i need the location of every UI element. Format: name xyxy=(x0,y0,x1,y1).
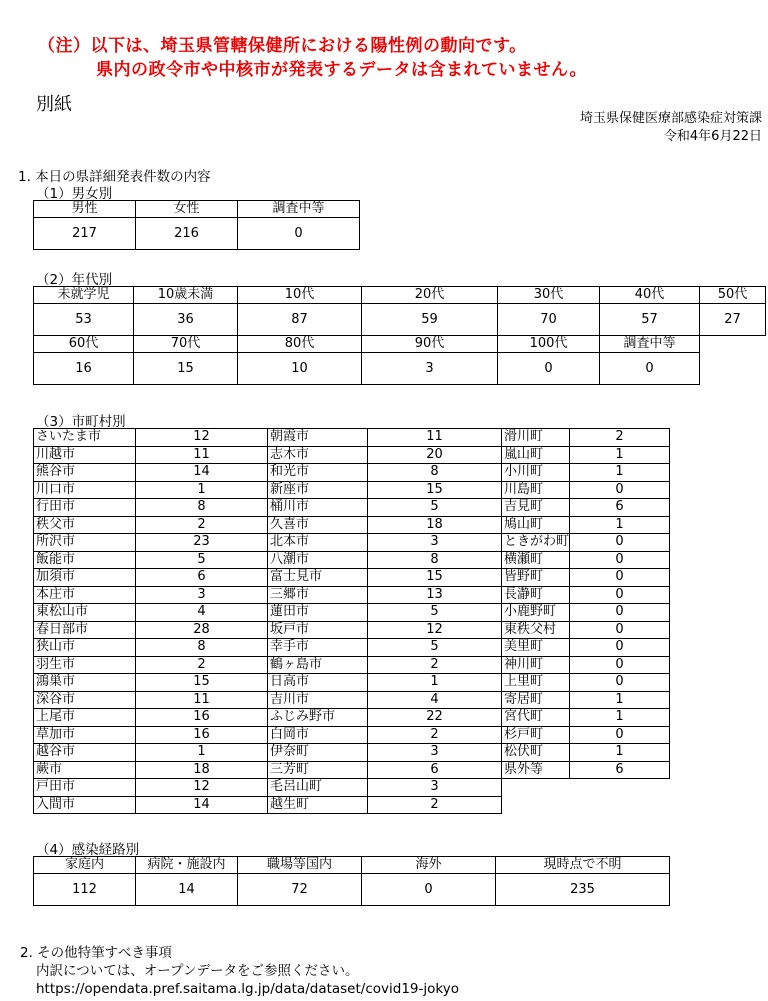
municipality-name: 神川町 xyxy=(502,656,570,674)
age-header: 20代 xyxy=(362,287,498,304)
municipality-count: 1 xyxy=(570,464,670,482)
municipality-name: 幸手市 xyxy=(268,639,368,657)
section1-title: 1. 本日の県詳細発表件数の内容 xyxy=(18,169,211,185)
municipality-row xyxy=(34,796,670,814)
municipality-row xyxy=(34,464,670,482)
municipality-count: 15 xyxy=(136,674,268,692)
municipality-count: 12 xyxy=(136,779,268,797)
age-header: 10代 xyxy=(238,287,362,304)
municipality-name: 東秩父村 xyxy=(502,621,570,639)
route-header: 職場等国内 xyxy=(238,857,362,874)
municipality-count: 16 xyxy=(136,726,268,744)
age-value: 16 xyxy=(34,353,134,385)
municipality-count: 28 xyxy=(136,621,268,639)
issue-date: 令和4年6月22日 xyxy=(663,129,762,144)
municipality-name: 滑川町 xyxy=(502,429,570,447)
notice xyxy=(38,34,587,82)
municipality-count: 18 xyxy=(136,761,268,779)
municipality-name: 蓮田市 xyxy=(268,604,368,622)
municipality-count: 0 xyxy=(570,674,670,692)
municipality-count: 1 xyxy=(570,446,670,464)
municipality-name: ときがわ町 xyxy=(502,534,570,552)
municipality-name: 美里町 xyxy=(502,639,570,657)
municipality-name: 志木市 xyxy=(268,446,368,464)
municipality-name: 行田市 xyxy=(34,499,136,517)
municipality-count: 0 xyxy=(570,639,670,657)
notice-line-1: （注）以下は、埼玉県管轄保健所における陽性例の動向です。 xyxy=(38,36,527,56)
municipality-row xyxy=(34,744,670,762)
municipality-name: 横瀬町 xyxy=(502,551,570,569)
municipality-count: 2 xyxy=(368,726,502,744)
municipality-row xyxy=(34,621,670,639)
municipality-count: 5 xyxy=(368,499,502,517)
gender-value: 217 xyxy=(34,218,136,250)
municipality-name: 入間市 xyxy=(34,796,136,814)
municipality-row xyxy=(34,429,670,447)
municipality-name: 県外等 xyxy=(502,761,570,779)
route-header: 家庭内 xyxy=(34,857,136,874)
municipality-name: 八潮市 xyxy=(268,551,368,569)
municipality-count: 5 xyxy=(136,551,268,569)
municipality-name: 狭山市 xyxy=(34,639,136,657)
municipality-name: 鳩山町 xyxy=(502,516,570,534)
municipality-name: 戸田市 xyxy=(34,779,136,797)
municipality-count: 8 xyxy=(136,499,268,517)
municipality-name: 春日部市 xyxy=(34,621,136,639)
municipality-row xyxy=(34,639,670,657)
municipality-count: 5 xyxy=(368,604,502,622)
municipality-name: 所沢市 xyxy=(34,534,136,552)
age-value: 36 xyxy=(134,304,238,336)
municipality-name: 三郷市 xyxy=(268,586,368,604)
age-value: 15 xyxy=(134,353,238,385)
municipality-name: 川島町 xyxy=(502,481,570,499)
age-table xyxy=(33,286,766,385)
age-value: 3 xyxy=(362,353,498,385)
municipality-row xyxy=(34,726,670,744)
route-header: 現時点で不明 xyxy=(496,857,670,874)
gender-header: 調査中等 xyxy=(238,201,360,218)
municipality-row xyxy=(34,551,670,569)
gender-value: 216 xyxy=(136,218,238,250)
municipality-count: 3 xyxy=(368,779,502,797)
municipality-name: 草加市 xyxy=(34,726,136,744)
municipality-count: 6 xyxy=(136,569,268,587)
age-value: 27 xyxy=(700,304,766,336)
municipality-name: 朝霞市 xyxy=(268,429,368,447)
age-header: 100代 xyxy=(498,336,600,353)
municipality-count: 2 xyxy=(136,516,268,534)
municipality-name: 上尾市 xyxy=(34,709,136,727)
municipality-count: 18 xyxy=(368,516,502,534)
municipality-name: 本庄市 xyxy=(34,586,136,604)
age-value: 59 xyxy=(362,304,498,336)
municipality-name: 毛呂山町 xyxy=(268,779,368,797)
municipality-count: 2 xyxy=(570,429,670,447)
municipality-row xyxy=(34,481,670,499)
municipality-row xyxy=(34,709,670,727)
municipality-count: 11 xyxy=(368,429,502,447)
municipality-rows xyxy=(34,429,670,814)
municipality-row xyxy=(34,446,670,464)
municipality-name: 久喜市 xyxy=(268,516,368,534)
notice-line-2: 県内の政令市や中核市が発表するデータは含まれていません。 xyxy=(96,60,588,80)
age-header: 40代 xyxy=(600,287,700,304)
municipality-count: 2 xyxy=(136,656,268,674)
gender-header: 男性 xyxy=(34,201,136,218)
municipality-row xyxy=(34,499,670,517)
municipality-name: 杉戸町 xyxy=(502,726,570,744)
municipality-count: 1 xyxy=(570,744,670,762)
route-title: （4）感染経路別 xyxy=(36,842,140,858)
blank-cell xyxy=(570,779,670,797)
municipality-name: 川口市 xyxy=(34,481,136,499)
gender-title: （1）男女別 xyxy=(36,186,113,202)
age-value: 70 xyxy=(498,304,600,336)
municipality-count: 1 xyxy=(136,744,268,762)
municipality-name: 松伏町 xyxy=(502,744,570,762)
municipality-count: 12 xyxy=(368,621,502,639)
age-header: 未就学児 xyxy=(34,287,134,304)
municipality-count: 6 xyxy=(570,499,670,517)
municipality-name: 三芳町 xyxy=(268,761,368,779)
municipality-count: 0 xyxy=(570,604,670,622)
route-value: 72 xyxy=(238,874,362,906)
municipality-name: 坂戸市 xyxy=(268,621,368,639)
municipality-name: 秩父市 xyxy=(34,516,136,534)
municipality-count: 1 xyxy=(570,516,670,534)
municipality-count: 8 xyxy=(368,464,502,482)
municipality-row xyxy=(34,516,670,534)
municipality-row xyxy=(34,761,670,779)
municipality-count: 0 xyxy=(570,621,670,639)
municipality-count: 5 xyxy=(368,639,502,657)
municipality-name: 蕨市 xyxy=(34,761,136,779)
issuer-department: 埼玉県保健医療部感染症対策課 xyxy=(579,111,762,126)
municipality-count: 23 xyxy=(136,534,268,552)
route-header: 病院・施設内 xyxy=(136,857,238,874)
municipality-count: 11 xyxy=(136,446,268,464)
municipality-row xyxy=(34,691,670,709)
municipality-name: 宮代町 xyxy=(502,709,570,727)
municipality-count: 8 xyxy=(368,551,502,569)
age-value: 53 xyxy=(34,304,134,336)
age-header: 調査中等 xyxy=(600,336,700,353)
municipality-count: 0 xyxy=(570,534,670,552)
age-title: （2）年代別 xyxy=(36,272,113,288)
municipality-count: 1 xyxy=(368,674,502,692)
municipality-name: 新座市 xyxy=(268,481,368,499)
municipality-count: 14 xyxy=(136,796,268,814)
municipality-row xyxy=(34,656,670,674)
municipality-row xyxy=(34,569,670,587)
municipality-name: さいたま市 xyxy=(34,429,136,447)
blank-cell xyxy=(502,779,570,797)
municipality-row xyxy=(34,534,670,552)
municipality-count: 8 xyxy=(136,639,268,657)
municipality-count: 22 xyxy=(368,709,502,727)
blank-cell xyxy=(700,353,766,385)
age-value: 0 xyxy=(600,353,700,385)
route-header: 海外 xyxy=(362,857,496,874)
municipality-name: ふじみ野市 xyxy=(268,709,368,727)
municipality-name: 越谷市 xyxy=(34,744,136,762)
municipality-count: 0 xyxy=(570,481,670,499)
municipality-count: 0 xyxy=(570,586,670,604)
municipality-title: （3）市町村別 xyxy=(36,414,126,430)
gender-value: 0 xyxy=(238,218,360,250)
age-header: 90代 xyxy=(362,336,498,353)
municipality-count: 12 xyxy=(136,429,268,447)
municipality-count: 1 xyxy=(570,709,670,727)
municipality-count: 0 xyxy=(570,551,670,569)
municipality-name: 伊奈町 xyxy=(268,744,368,762)
blank-cell xyxy=(700,336,766,353)
municipality-name: 熊谷市 xyxy=(34,464,136,482)
municipality-count: 15 xyxy=(368,569,502,587)
municipality-count: 13 xyxy=(368,586,502,604)
municipality-name: 吉見町 xyxy=(502,499,570,517)
municipality-count: 0 xyxy=(570,726,670,744)
age-header: 60代 xyxy=(34,336,134,353)
gender-table xyxy=(33,200,360,250)
municipality-count: 2 xyxy=(368,656,502,674)
route-value: 0 xyxy=(362,874,496,906)
municipality-count: 0 xyxy=(570,656,670,674)
municipality-name: 和光市 xyxy=(268,464,368,482)
municipality-row xyxy=(34,586,670,604)
other-notes xyxy=(20,944,459,998)
blank-cell xyxy=(570,796,670,814)
municipality-count: 11 xyxy=(136,691,268,709)
municipality-name: 小鹿野町 xyxy=(502,604,570,622)
municipality-count: 16 xyxy=(136,709,268,727)
municipality-name: 加須市 xyxy=(34,569,136,587)
section2-title: 2. その他特筆すべき事項 xyxy=(20,945,172,961)
age-value: 57 xyxy=(600,304,700,336)
municipality-name: 川越市 xyxy=(34,446,136,464)
municipality-name: 越生町 xyxy=(268,796,368,814)
municipality-count: 3 xyxy=(368,534,502,552)
municipality-name: 白岡市 xyxy=(268,726,368,744)
municipality-table xyxy=(33,428,670,814)
municipality-count: 6 xyxy=(368,761,502,779)
municipality-count: 4 xyxy=(368,691,502,709)
issuer xyxy=(580,110,762,146)
age-value: 10 xyxy=(238,353,362,385)
municipality-name: 吉川市 xyxy=(268,691,368,709)
age-header: 10歳未満 xyxy=(134,287,238,304)
age-header: 80代 xyxy=(238,336,362,353)
municipality-name: 日高市 xyxy=(268,674,368,692)
gender-header: 女性 xyxy=(136,201,238,218)
route-table xyxy=(33,856,670,906)
municipality-name: 鶴ヶ島市 xyxy=(268,656,368,674)
municipality-row xyxy=(34,604,670,622)
opendata-link[interactable]: https://opendata.pref.saitama.lg.jp/data/dataset/covid19-jokyo xyxy=(36,981,459,997)
municipality-name: 羽生市 xyxy=(34,656,136,674)
route-value: 112 xyxy=(34,874,136,906)
municipality-count: 14 xyxy=(136,464,268,482)
municipality-count: 4 xyxy=(136,604,268,622)
blank-cell xyxy=(502,796,570,814)
municipality-name: 嵐山町 xyxy=(502,446,570,464)
municipality-name: 長瀞町 xyxy=(502,586,570,604)
age-header: 70代 xyxy=(134,336,238,353)
municipality-name: 皆野町 xyxy=(502,569,570,587)
municipality-row xyxy=(34,779,670,797)
municipality-name: 富士見市 xyxy=(268,569,368,587)
route-value: 235 xyxy=(496,874,670,906)
municipality-count: 3 xyxy=(368,744,502,762)
municipality-name: 鴻巣市 xyxy=(34,674,136,692)
age-value: 0 xyxy=(498,353,600,385)
municipality-count: 1 xyxy=(570,691,670,709)
municipality-count: 15 xyxy=(368,481,502,499)
age-header: 30代 xyxy=(498,287,600,304)
attachment-label: 別紙 xyxy=(36,94,72,115)
municipality-count: 1 xyxy=(136,481,268,499)
age-header: 50代 xyxy=(700,287,766,304)
municipality-name: 寄居町 xyxy=(502,691,570,709)
municipality-name: 深谷市 xyxy=(34,691,136,709)
municipality-name: 小川町 xyxy=(502,464,570,482)
municipality-name: 東松山市 xyxy=(34,604,136,622)
municipality-name: 飯能市 xyxy=(34,551,136,569)
route-value: 14 xyxy=(136,874,238,906)
municipality-count: 6 xyxy=(570,761,670,779)
municipality-count: 3 xyxy=(136,586,268,604)
age-value: 87 xyxy=(238,304,362,336)
municipality-count: 2 xyxy=(368,796,502,814)
municipality-row xyxy=(34,674,670,692)
municipality-count: 20 xyxy=(368,446,502,464)
opendata-note: 内訳については、オープンデータをご参照ください。 xyxy=(36,963,359,979)
municipality-name: 北本市 xyxy=(268,534,368,552)
municipality-count: 0 xyxy=(570,569,670,587)
municipality-name: 桶川市 xyxy=(268,499,368,517)
municipality-name: 上里町 xyxy=(502,674,570,692)
